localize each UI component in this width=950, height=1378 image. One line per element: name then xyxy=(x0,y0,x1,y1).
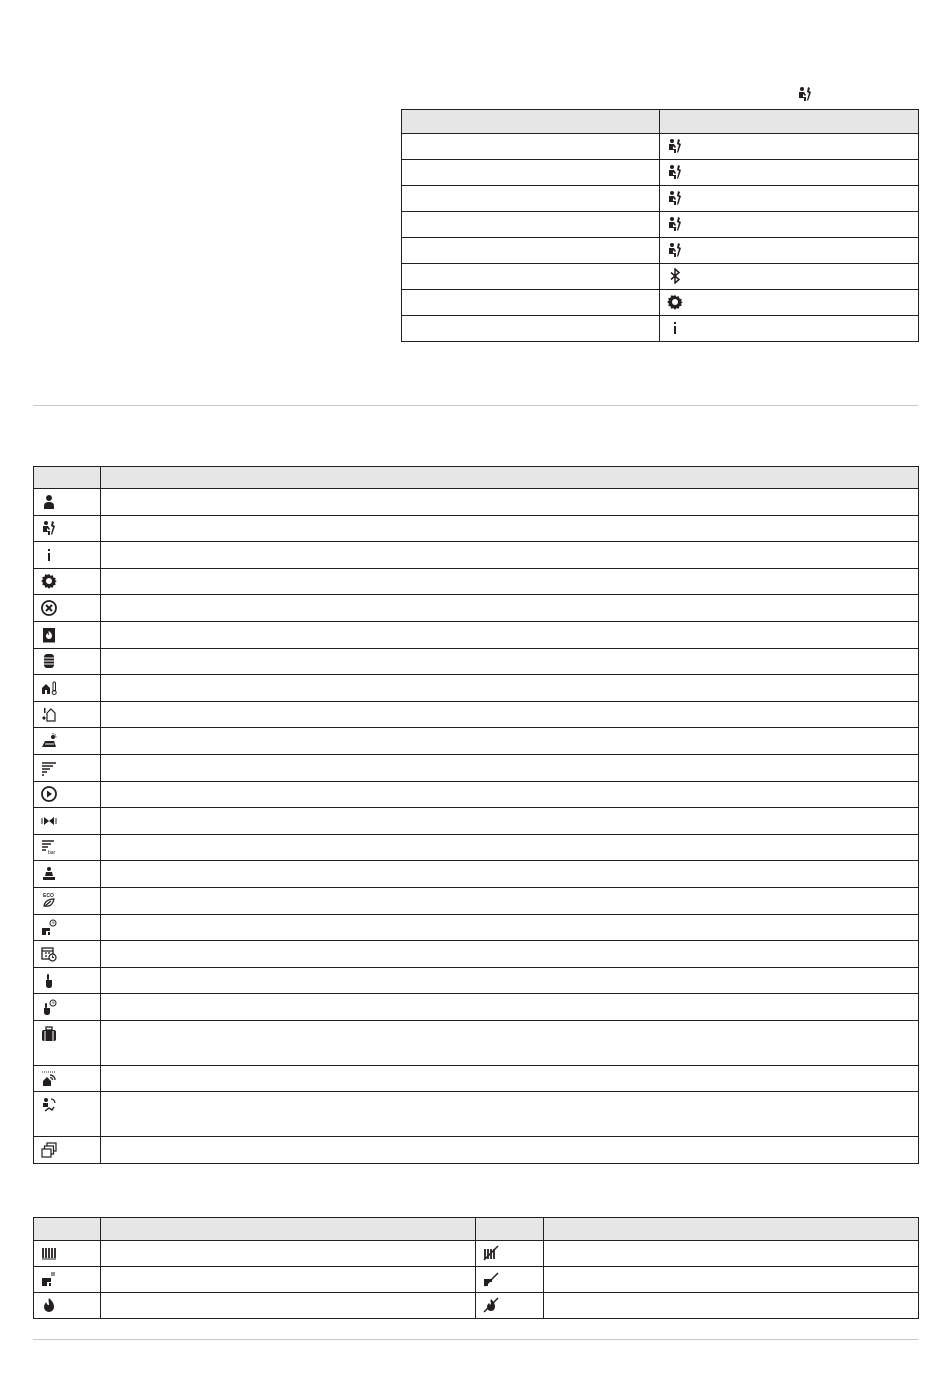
symbol-description xyxy=(101,834,919,861)
symbol-description xyxy=(101,808,919,835)
table-row xyxy=(34,1020,919,1065)
user-icon xyxy=(41,494,57,510)
symbol-header-symbol xyxy=(34,467,101,489)
table-row xyxy=(34,1241,919,1267)
table-row xyxy=(34,808,919,835)
flame-icon xyxy=(41,1297,57,1313)
table-row xyxy=(34,994,919,1021)
table-row xyxy=(402,186,919,212)
radiator-icon xyxy=(41,1245,57,1261)
table-row xyxy=(34,754,919,781)
symbol-description xyxy=(101,489,919,516)
table-row xyxy=(34,781,919,808)
symbol-description xyxy=(101,542,919,569)
table-row xyxy=(402,264,919,290)
symbol-description xyxy=(101,861,919,888)
house-thermometer-icon xyxy=(41,680,57,696)
table-row xyxy=(34,941,919,968)
tank-icon xyxy=(41,653,57,669)
table-row xyxy=(34,675,919,702)
symbol-description xyxy=(101,595,919,622)
symbol-description xyxy=(101,887,919,914)
menu-header-label xyxy=(402,110,660,134)
symbol-description xyxy=(101,621,919,648)
mode-description xyxy=(544,1293,919,1319)
symbol-table-header xyxy=(34,467,919,489)
symbol-description xyxy=(101,1092,919,1137)
table-row xyxy=(34,728,919,755)
symbol-description xyxy=(101,967,919,994)
symbol-description xyxy=(101,728,919,755)
table-row xyxy=(34,1293,919,1319)
installer-icon xyxy=(667,216,683,232)
hot-water-tap-icon xyxy=(41,1271,57,1287)
mode-header-symbol-off xyxy=(476,1218,544,1241)
table-row xyxy=(402,212,919,238)
symbol-header-meaning xyxy=(101,467,919,489)
installer-icon xyxy=(41,520,57,536)
section-divider xyxy=(33,405,918,406)
table-row xyxy=(34,489,919,516)
table-row xyxy=(34,967,919,994)
calendar-clock-icon xyxy=(41,946,57,962)
menu-row-label xyxy=(402,160,660,186)
table-row xyxy=(34,701,919,728)
table-row xyxy=(34,621,919,648)
settings-icon xyxy=(41,573,57,589)
symbol-description xyxy=(101,994,919,1021)
menu-header-symbol xyxy=(660,110,919,134)
table-row xyxy=(34,568,919,595)
flow-lines-icon xyxy=(41,760,57,776)
table-row xyxy=(34,1065,919,1092)
info-icon xyxy=(41,547,57,563)
table-row xyxy=(402,134,919,160)
mode-header-meaning-off xyxy=(544,1218,919,1241)
mode-description xyxy=(101,1293,476,1319)
table-row xyxy=(34,1092,919,1137)
mode-description xyxy=(101,1241,476,1267)
symbol-description xyxy=(101,701,919,728)
symbol-description xyxy=(101,1137,919,1164)
menu-table-header xyxy=(402,110,919,134)
hand-timer-icon xyxy=(41,999,57,1015)
symbol-description xyxy=(101,1065,919,1092)
mode-table xyxy=(33,1217,919,1319)
menu-row-label xyxy=(402,186,660,212)
hot-water-tap-off-icon xyxy=(483,1271,499,1287)
symbol-description xyxy=(101,914,919,941)
footer-divider xyxy=(33,1339,918,1340)
table-row xyxy=(34,1267,919,1293)
symbol-table xyxy=(33,466,919,1164)
menu-table xyxy=(401,109,919,342)
mode-description xyxy=(544,1241,919,1267)
table-row xyxy=(402,238,919,264)
eco-leaf-icon xyxy=(41,892,57,908)
tap-timer-icon xyxy=(41,919,57,935)
menu-row-label xyxy=(402,264,660,290)
pump-icon xyxy=(41,786,57,802)
table-row xyxy=(402,316,919,342)
table-row xyxy=(34,887,919,914)
settings-icon xyxy=(667,294,683,310)
installer-icon xyxy=(667,164,683,180)
installer-icon xyxy=(667,190,683,206)
solar-icon xyxy=(41,733,57,749)
symbol-description xyxy=(101,754,919,781)
table-row xyxy=(402,290,919,316)
symbol-description xyxy=(101,675,919,702)
mode-description xyxy=(544,1267,919,1293)
boiler-flame-icon xyxy=(41,627,57,643)
table-row xyxy=(34,861,919,888)
suitcase-icon xyxy=(41,1026,57,1042)
service-phone-icon xyxy=(41,1097,57,1113)
table-row xyxy=(34,595,919,622)
outdoor-sensor-icon xyxy=(41,706,57,722)
menu-row-label xyxy=(402,290,660,316)
installer-icon xyxy=(797,86,813,102)
table-row xyxy=(34,834,919,861)
symbol-description xyxy=(101,515,919,542)
installer-icon xyxy=(667,242,683,258)
table-row xyxy=(34,914,919,941)
symbol-description xyxy=(101,941,919,968)
flame-off-icon xyxy=(483,1297,499,1313)
symbol-description xyxy=(101,648,919,675)
menu-row-label xyxy=(402,316,660,342)
mode-header-symbol-on xyxy=(34,1218,101,1241)
radiator-off-icon xyxy=(483,1245,499,1261)
info-icon xyxy=(667,320,683,336)
mode-table-header xyxy=(34,1218,919,1241)
installer-icon xyxy=(667,138,683,154)
chimney-sweep-icon xyxy=(41,866,57,882)
valve-icon xyxy=(41,813,57,829)
bluetooth-icon xyxy=(667,268,683,284)
mode-header-meaning-on xyxy=(101,1218,476,1241)
hand-icon xyxy=(41,972,57,988)
house-signal-icon xyxy=(41,1070,57,1086)
menu-row-label xyxy=(402,212,660,238)
table-row xyxy=(34,648,919,675)
table-row xyxy=(402,160,919,186)
menu-row-label xyxy=(402,238,660,264)
symbol-description xyxy=(101,568,919,595)
pressure-bar-icon xyxy=(41,839,57,855)
mode-description xyxy=(101,1267,476,1293)
symbol-description xyxy=(101,1020,919,1065)
menu-row-label xyxy=(402,134,660,160)
symbol-description xyxy=(101,781,919,808)
error-icon xyxy=(41,600,57,616)
windows-icon xyxy=(41,1142,57,1158)
table-row xyxy=(34,515,919,542)
table-row xyxy=(34,542,919,569)
table-row xyxy=(34,1137,919,1164)
